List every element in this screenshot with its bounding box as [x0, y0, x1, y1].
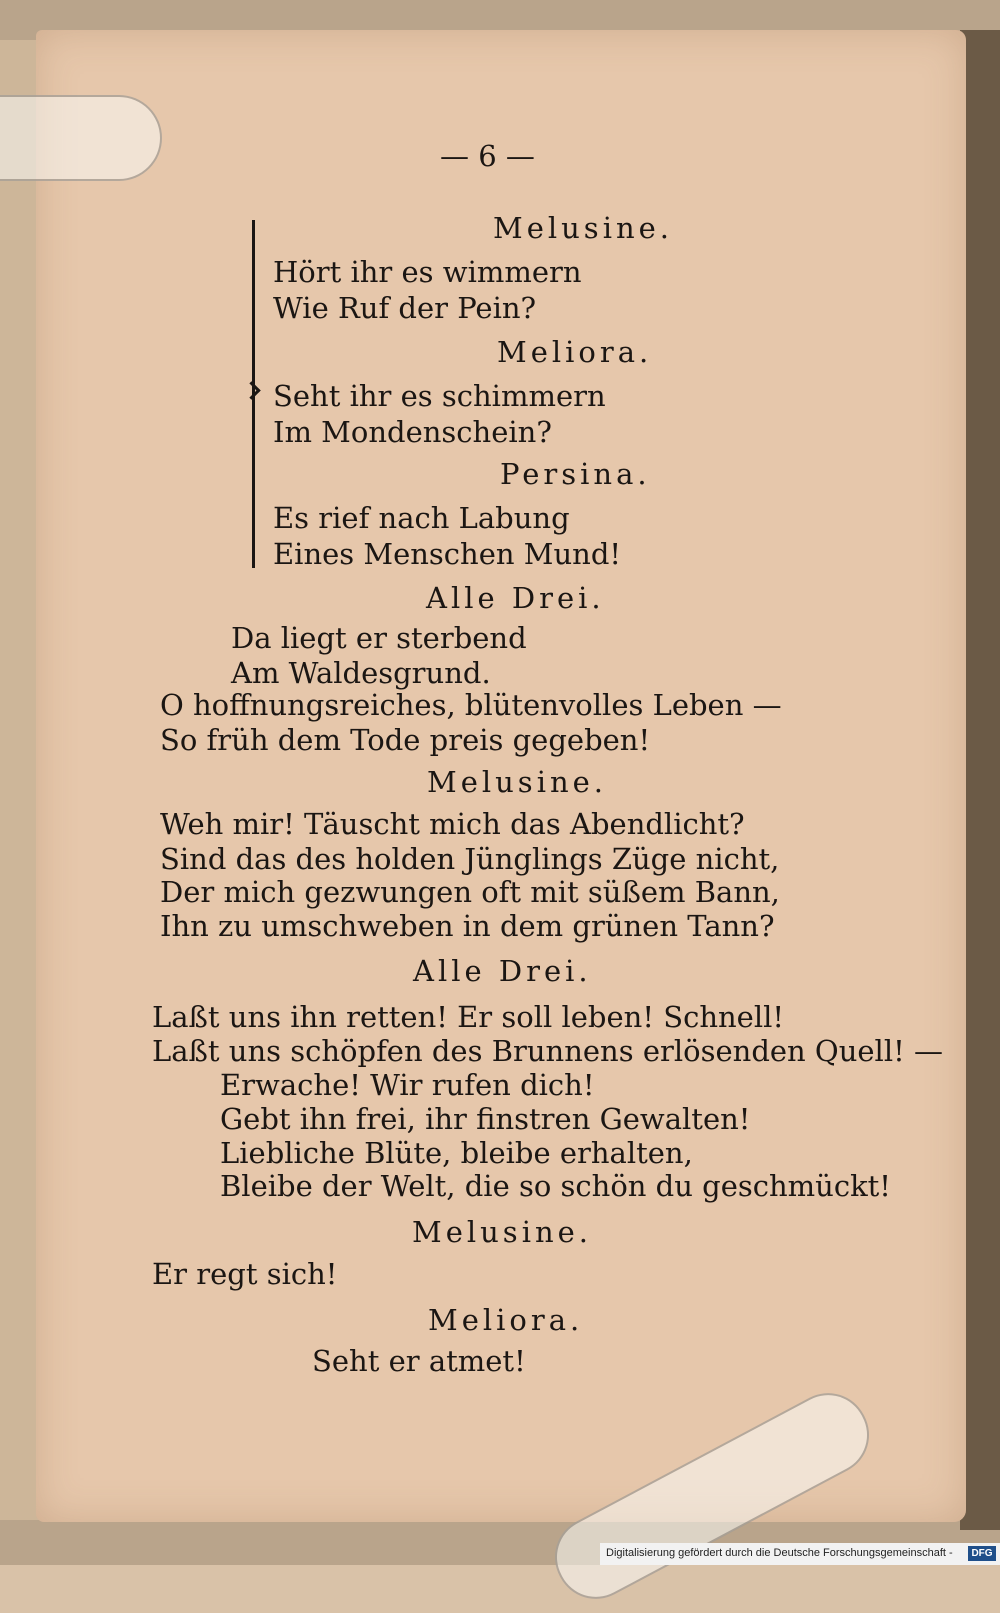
verse-line: O hoffnungsreiches, blütenvolles Leben — [160, 688, 782, 722]
verse-line: Es rief nach Labung [273, 501, 570, 535]
speaker-alle-drei: Alle Drei. [426, 581, 605, 615]
page-number: — 6 — [440, 139, 535, 173]
glass-clip-top [0, 95, 162, 181]
verse-line: Seht er atmet! [312, 1344, 526, 1378]
verse-line: Liebliche Blüte, bleibe erhalten, [220, 1136, 693, 1170]
verse-line: Da liegt er sterbend [231, 621, 527, 655]
verse-line: Im Mondenschein? [273, 415, 552, 449]
verse-line: Der mich gezwungen oft mit süßem Bann, [160, 875, 780, 909]
verse-line: Seht ihr es schimmern [273, 379, 606, 413]
verse-line: Laßt uns schöpfen des Brunnens erlösenden Quell! — [152, 1034, 943, 1068]
verse-line: Sind das des holden Jünglings Züge nicht, [160, 842, 780, 876]
verse-line: Weh mir! Täuscht mich das Abendlicht? [160, 807, 745, 841]
speaker-melusine: Melusine. [427, 765, 608, 799]
book-spine-edge [960, 30, 1000, 1530]
verse-line: Bleibe der Welt, die so schön du geschmückt! [220, 1169, 891, 1203]
verse-line: Er regt sich! [152, 1257, 338, 1291]
dfg-logo: DFG [968, 1546, 996, 1561]
verse-line: So früh dem Tode preis gegeben! [160, 723, 651, 757]
speaker-meliora: Meliora. [428, 1303, 584, 1337]
verse-line: Hört ihr es wimmern [273, 255, 582, 289]
footer-credit: Digitalisierung gefördert durch die Deutsche Forschungsgemeinschaft - [606, 1547, 953, 1559]
verse-line: Ihn zu umschweben in dem grünen Tann? [160, 909, 775, 943]
verse-line: Eines Menschen Mund! [273, 537, 622, 571]
speaker-alle-drei: Alle Drei. [413, 954, 592, 988]
speaker-meliora: Meliora. [497, 335, 653, 369]
speaker-melusine: Melusine. [493, 211, 674, 245]
verse-line: Am Waldesgrund. [231, 656, 491, 690]
verse-line: Laßt uns ihn retten! Er soll leben! Schnell! [152, 1000, 785, 1034]
verse-line: Gebt ihn frei, ihr finstren Gewalten! [220, 1102, 751, 1136]
verse-line: Erwache! Wir rufen dich! [220, 1068, 595, 1102]
verse-line: Wie Ruf der Pein? [273, 291, 537, 325]
speaker-persina: Persina. [500, 457, 651, 491]
speaker-melusine: Melusine. [412, 1215, 593, 1249]
